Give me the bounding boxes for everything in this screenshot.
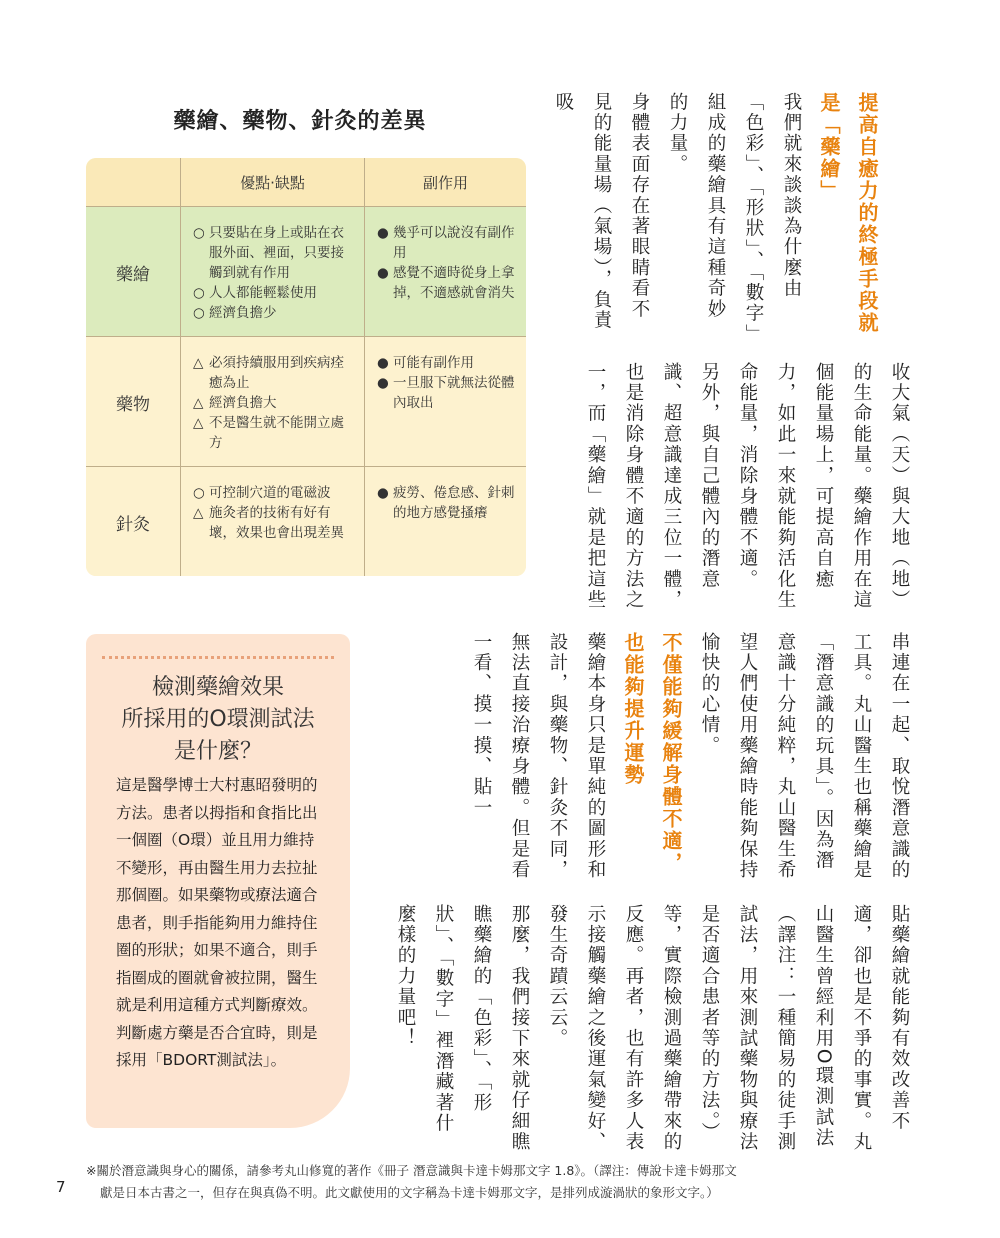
- body-paragraph: 我們就來談談為什麼由「色彩」、「形狀」、「數字」組成的藥繪具有這種奇妙的力量。: [667, 92, 802, 336]
- o-ring-sidebar: [86, 634, 350, 1128]
- body-paragraph: 那麼，我們接下來就仔細瞧瞧藥繪的「色彩」、「形狀」、「數字」裡潛藏著什麼樣的力量吧！: [395, 904, 530, 1153]
- article-tier-4: [390, 904, 918, 1154]
- side-effects-cell: [364, 207, 526, 337]
- list-item: ○ 只要貼在身上或貼在衣服外面、裡面，只要接觸到就有作用: [193, 225, 344, 281]
- pros-cons-cell: [180, 207, 364, 337]
- list-item: ● 可能有副作用: [377, 355, 474, 371]
- list-item: △ 施灸者的技術有好有壞，效果也會出現差異: [193, 505, 344, 541]
- table-row: [86, 336, 526, 467]
- footnote: [86, 1160, 976, 1204]
- list-item: ● 幾乎可以說沒有副作用: [377, 225, 515, 261]
- header-cell-empty: [86, 158, 180, 206]
- list-item: ○ 人人都能輕鬆使用: [193, 285, 317, 301]
- side-effects-cell: [364, 337, 526, 467]
- list-item: ● 感覺不適時從身上拿掉，不適感就會消失: [377, 265, 515, 301]
- page-number: 7: [56, 1178, 66, 1196]
- pros-cons-cell: [180, 337, 364, 467]
- side-effects-cell: [364, 467, 526, 576]
- footnote-line: ※關於潛意識與身心的關係，請參考丸山修寬的著作《冊子 潛意識與卡達卡姆那文字 1.8》。（譯注：傳說卡達卡姆那文: [86, 1163, 737, 1178]
- list-item: ○ 經濟負擔少: [193, 305, 277, 321]
- dotted-divider: [102, 656, 334, 659]
- table-row: [86, 206, 526, 337]
- row-label: 藥物: [116, 394, 150, 415]
- row-label: 藥繪: [116, 264, 150, 285]
- sidebar-body: 這是醫學博士大村惠昭發明的方法。患者以拇指和食指比出一個圈（O環）並且用力維持不變形，再由醫生用力去拉扯那個圈。如果藥物或療法適合患者，則手指能夠用力維持住圈的形狀；如果不適合，則手指圈成的圈就會被拉開，醫生就是利用這種方式判斷療效。判斷處方藥是否合宜時，則是採用「BDORT測試法」。: [116, 776, 318, 1069]
- body-paragraph: 貼藥繪就能夠有效改善不適，卻也是不爭的事實。丸山醫生曾經利用O環測試法（譯注：一種簡易的徒手測試法，用來測試藥物與療法是否適合患者等的方法。）等，實際檢測過藥繪帶來的反應。再者，也有許多人表示接觸藥繪之後運氣變好、發生奇蹟云云。: [547, 904, 910, 1153]
- body-paragraph: 串連在一起、取悅潛意識的工具。丸山醫生也稱藥繪是「潛意識的玩具」。因為潛意識十分純粹，丸山醫生希望人們使用藥繪時能夠保持愉快的心情。: [699, 632, 910, 881]
- list-item: ● 一旦服下就無法從體內取出: [377, 375, 515, 411]
- table-title: 藥繪、藥物、針灸的差異: [173, 109, 427, 134]
- list-item: ○ 可控制穴道的電磁波: [193, 485, 331, 501]
- header-pros-cons: 優點‧缺點: [180, 158, 364, 206]
- sidebar-title: 檢測藥繪效果 所採用的O環測試法 是什麼？: [121, 675, 315, 764]
- body-paragraph: 另外，與自己體內的潛意識、超意識達成三位一體，也是消除身體不適的方法之一，而「藥繪」就是把這些: [585, 362, 720, 611]
- article-tier-2: [578, 362, 918, 612]
- row-label: 針灸: [116, 514, 150, 535]
- body-paragraph: 收大氣（天）與大地（地）的生命能量。藥繪作用在這個能量場上，可提高自癒力，如此一來就能夠活化生命能量，消除身體不適。: [737, 362, 910, 611]
- body-paragraph: 藥繪本身只是單純的圖形和設計，與藥物、針灸不同，無法直接治療身體。但是看一看、摸一摸、貼一: [471, 632, 606, 881]
- article-tier-1: [553, 92, 886, 340]
- pros-cons-cell: [180, 467, 364, 576]
- list-item: △ 經濟負擔大: [193, 395, 277, 411]
- list-item: △ 不是醫生就不能開立處方: [193, 415, 344, 451]
- header-side-effects: 副作用: [364, 158, 526, 206]
- body-paragraph: 身體表面存在著眼睛看不見的能量場（氣場），負責吸: [553, 92, 650, 332]
- article-tier-3: [390, 632, 918, 882]
- section-heading: 提高自癒力的終極手段就是「藥繪」: [817, 92, 879, 334]
- table-row: [86, 466, 526, 576]
- comparison-table: [86, 158, 526, 576]
- list-item: ● 疲勞、倦怠感、針刺的地方感覺搔癢: [377, 485, 515, 521]
- table-header-row: [86, 158, 526, 206]
- footnote-line: 獻是日本古書之一，但存在與真偽不明。此文獻使用的文字稱為卡達卡姆那文字，是排列成漩渦狀的象形文字。）: [100, 1185, 719, 1200]
- list-item: △ 必須持續服用到疾病痊癒為止: [193, 355, 344, 391]
- section-heading: 不僅能夠緩解身體不適，也能夠提升運勢: [621, 632, 683, 874]
